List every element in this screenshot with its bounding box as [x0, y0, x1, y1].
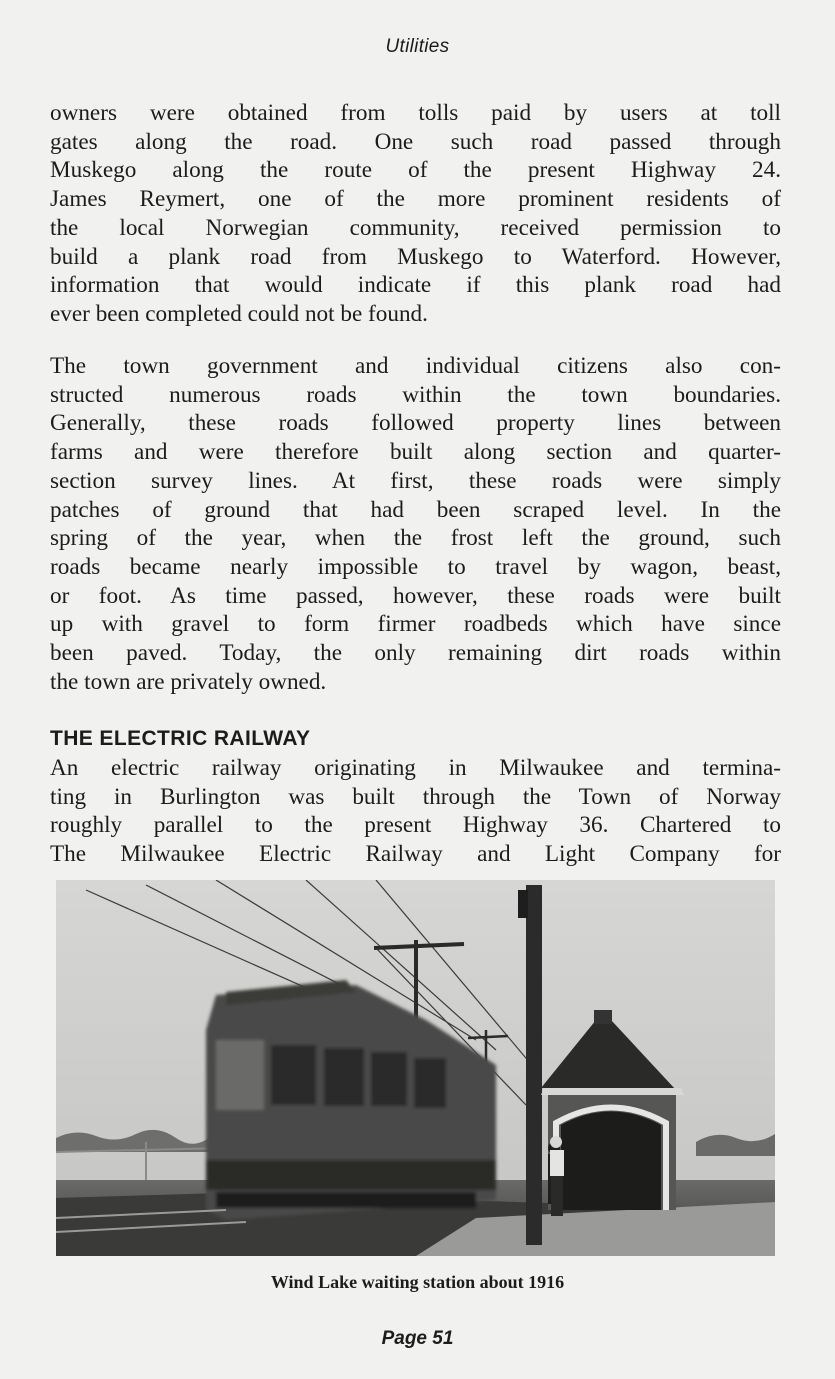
text-line: gates along the road. One such road passed through — [50, 128, 781, 155]
text-line: Generally, these roads followed property lines between — [50, 410, 781, 437]
text-line: An electric railway originating in Milwaukee and termina- — [50, 755, 781, 781]
text-line: Muskego along the route of the present Highway 24. — [50, 157, 781, 184]
text-line: up with gravel to form firmer roadbeds which have since — [50, 611, 781, 638]
text-line: roads became nearly impossible to travel by wagon, beast, — [50, 553, 781, 580]
photo-illustration — [56, 880, 775, 1256]
text-line: section survey lines. At first, these roads were simply — [50, 467, 781, 494]
text-line: ever been completed could not be found. — [50, 300, 428, 327]
text-line: structed numerous roads within the town boundaries. — [50, 381, 781, 408]
text-line: build a plank road from Muskego to Waterford. However, — [50, 243, 781, 270]
text-line: been paved. Today, the only remaining dirt roads within — [50, 640, 781, 667]
text-line: the town are privately owned. — [50, 668, 327, 695]
text-line: information that would indicate if this plank road had — [50, 272, 781, 299]
paragraph-plank-road — [50, 99, 781, 329]
paragraph-electric-railway — [50, 754, 781, 869]
text-line: owners were obtained from tolls paid by users at toll — [50, 100, 781, 126]
text-line: patches of ground that had been scraped level. In the — [50, 496, 781, 523]
running-head: Utilities — [385, 36, 450, 57]
text-line: The town government and individual citizens also con- — [50, 353, 781, 379]
text-line: spring of the year, when the frost left the ground, such — [50, 525, 781, 552]
page-number: Page 51 — [381, 1328, 454, 1349]
paragraph-town-roads — [50, 352, 781, 696]
text-line: The Milwaukee Electric Railway and Light Company for — [50, 841, 781, 868]
text-line: or foot. As time passed, however, these roads were built — [50, 582, 781, 609]
photo-caption: Wind Lake waiting station about 1916 — [270, 1272, 565, 1292]
text-line: ting in Burlington was built through the Town of Norway — [50, 783, 781, 810]
text-line: James Reymert, one of the more prominent residents of — [50, 186, 781, 213]
text-line: the local Norwegian community, received permission to — [50, 214, 781, 241]
railway-station-photo — [56, 880, 775, 1256]
text-line: roughly parallel to the present Highway 36. Chartered to — [50, 812, 781, 839]
text-line: farms and were therefore built along section and quarter- — [50, 439, 781, 466]
section-heading: THE ELECTRIC RAILWAY — [50, 727, 311, 750]
